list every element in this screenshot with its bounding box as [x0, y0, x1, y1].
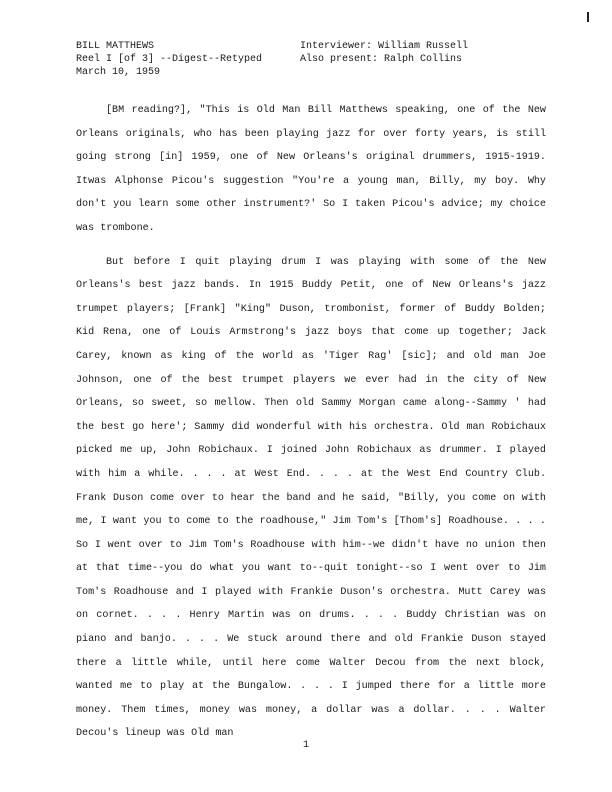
paragraph-1: [BM reading?], "This is Old Man Bill Matthews speaking, one of the New Orleans originals, who has been playing jazz for over forty years, is still going strong [in] 1959, one of New Orleans's original drummers, 1915-1919. Itwas Alphonse Picou's suggestion "You're a young man, Billy, my boy. Why don't you learn some other instrument?' So I taken Picou's advice; my choice was trombone. — [76, 105, 546, 234]
header-left-block — [76, 40, 262, 79]
header-subject: BILL MATTHEWS — [76, 41, 155, 52]
transcript-body — [76, 99, 546, 746]
header-interviewer: Interviewer: William Russell — [300, 41, 469, 52]
header-right-block — [300, 40, 468, 66]
header-date: March 10, 1959 — [76, 67, 161, 78]
paragraph-2: But before I quit playing drum I was playing with some of the New Orleans's best jazz bands. In 1915 Buddy Petit, one of New Orleans's jazz trumpet players; [Frank] "King" Duson, trombonist, former of Buddy Bolden; Kid Rena, one of Louis Armstrong's jazz boys that come up together; Jack Carey, known as king of the world as 'Tiger Rag' [sic]; and old man Joe Johnson, one of the best trumpet players we ever had in the city of New Orleans, so sweet, so mellow. Then old Sammy Morgan came along--Sammy ' had the best go here'; Sammy did wonderful with his orchestra. Old man Robichaux picked me up, John Robichaux. I joined John Robichaux as drummer. I played with him a while. . . . at West End. . . . at the West End Country Club. Frank Duson come over to hear the band and he said, "Billy, you come on with me, I want you to come to the roadhouse," Jim Tom's [Thom's] Roadhouse. . . . So I went over to Jim Tom's Roadhouse with him--we didn't have no union then at that time--you do what you want to--quit tonight--so I went over to Jim Tom's Roadhouse and I played with Frankie Duson's orchestra. Mutt Carey was on cornet. . . . Henry Martin was on drums. . . . Buddy Christian was on piano and banjo. . . . We stuck around there and old Frankie Duson stayed there a little while, until here come Walter Decou from the next block, wanted me to play at the Bungalow. . . . I jumped there for a little more money. Them times, money was money, a dollar was a dollar. . . . Walter Decou's lineup was Old man — [76, 256, 546, 740]
corner-mark — [579, 12, 589, 22]
header-reel: Reel I [of 3] --Digest--Retyped — [76, 54, 263, 65]
page-number: 1 — [302, 740, 309, 751]
header-also-present: Also present: Ralph Collins — [300, 54, 463, 65]
